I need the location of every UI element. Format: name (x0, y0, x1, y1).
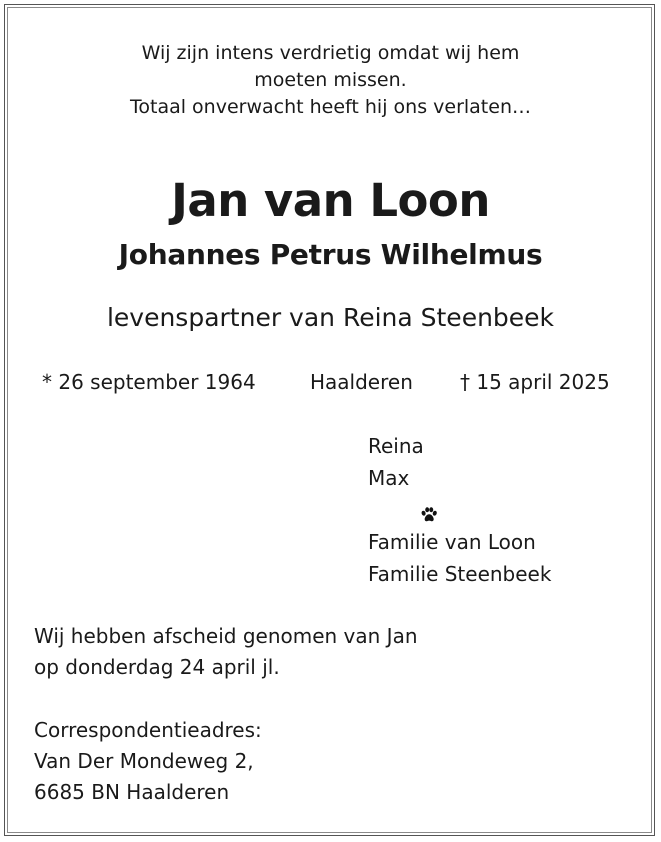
intro-text (0, 40, 661, 121)
farewell-line-2: op donderdag 24 april jl. (34, 655, 280, 679)
address-city: 6685 BN Haalderen (34, 780, 230, 804)
partner-relation: levenspartner van Reina Steenbeek (106, 303, 555, 332)
intro-line-3: Totaal onverwacht heeft hij ons verlaten… (130, 96, 531, 118)
family-member: Max (368, 466, 410, 490)
family-group: Familie Steenbeek (368, 562, 552, 586)
farewell-line-1: Wij hebben afscheid genomen van Jan (34, 624, 418, 648)
farewell-text (34, 621, 418, 683)
birth-date: * 26 september 1964 (42, 370, 256, 394)
death-date: † 15 april 2025 (460, 370, 610, 394)
deceased-full-name: Johannes Petrus Wilhelmus (118, 238, 543, 271)
intro-line-1: Wij zijn intens verdrietig omdat wij hem (141, 42, 520, 64)
address-street: Van Der Mondeweg 2, (34, 749, 254, 773)
correspondence-address (34, 715, 262, 808)
family-group: Familie van Loon (368, 530, 536, 554)
deceased-name: Jan van Loon (171, 174, 490, 227)
family-member: Reina (368, 434, 424, 458)
place-name: Haalderen (310, 370, 413, 394)
address-label: Correspondentieadres: (34, 718, 262, 742)
inner-border (7, 7, 652, 833)
paw-icon (420, 506, 438, 524)
intro-line-2: moeten missen. (254, 69, 407, 91)
